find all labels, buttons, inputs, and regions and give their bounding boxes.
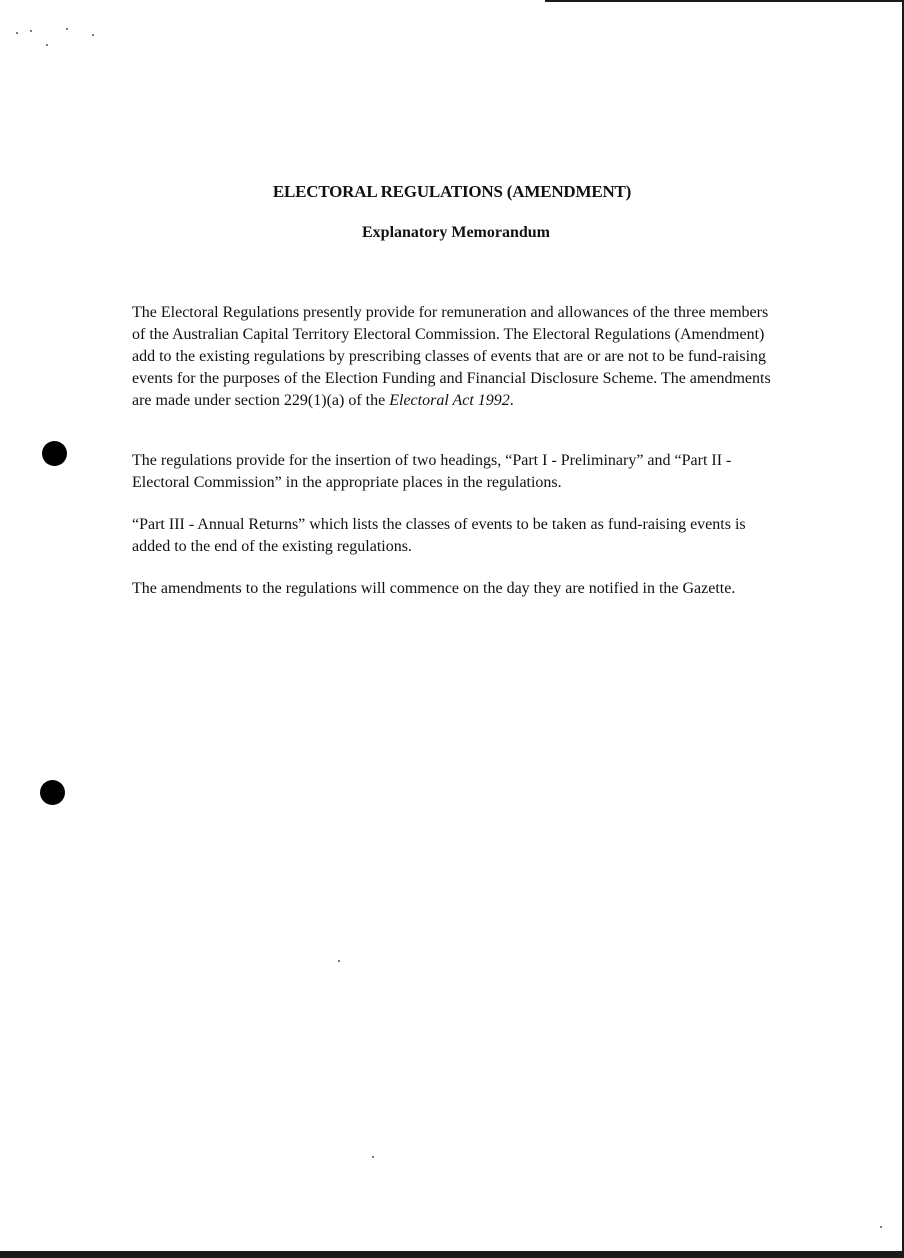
scan-edge-bottom: [0, 1251, 904, 1258]
paragraph-4: [132, 578, 772, 600]
scan-speck: [16, 32, 18, 34]
scan-speck: [338, 960, 340, 962]
document-title: ELECTORAL REGULATIONS (AMENDMENT): [272, 182, 632, 201]
punch-hole-icon: [40, 780, 65, 805]
scan-speck: [92, 34, 94, 36]
act-name: Electoral Act 1992: [389, 392, 510, 409]
scan-speck: [66, 28, 68, 30]
paragraph-2: [132, 450, 772, 494]
paragraph-3: [132, 514, 772, 558]
scan-speck: [30, 30, 32, 32]
paragraph-1: [132, 302, 772, 412]
scan-speck: [372, 1156, 374, 1158]
punch-hole-icon: [42, 441, 67, 466]
scan-speck: [46, 44, 48, 46]
paragraph-1-end: .: [509, 392, 514, 409]
scan-edge-top: [545, 0, 904, 2]
paragraph-1-text: The Electoral Regulations presently provide for remuneration and allowances of the three members of the Australian Capital Territory Electoral Commission. The Electoral Regulations (Amendment) add to the existing regulations by prescribing classes of events that are or are not to be fund-raising events for the purposes of the Election Funding and Financial Disclosure Scheme. The amendments are made under section 229(1)(a) of the: [132, 304, 771, 409]
paragraph-2-text: The regulations provide for the insertion of two headings, “Part I - Preliminary” and “Part II - Electoral Commission” in the appropriate places in the regulations.: [132, 452, 732, 491]
paragraph-3-text: “Part III - Annual Returns” which lists the classes of events to be taken as fund-raising events is added to the end of the existing regulations.: [132, 516, 746, 555]
paragraph-4-text: The amendments to the regulations will commence on the day they are notified in the Gazette.: [132, 580, 736, 597]
scan-speck: [880, 1226, 882, 1228]
document-subtitle: Explanatory Memorandum: [362, 224, 550, 241]
